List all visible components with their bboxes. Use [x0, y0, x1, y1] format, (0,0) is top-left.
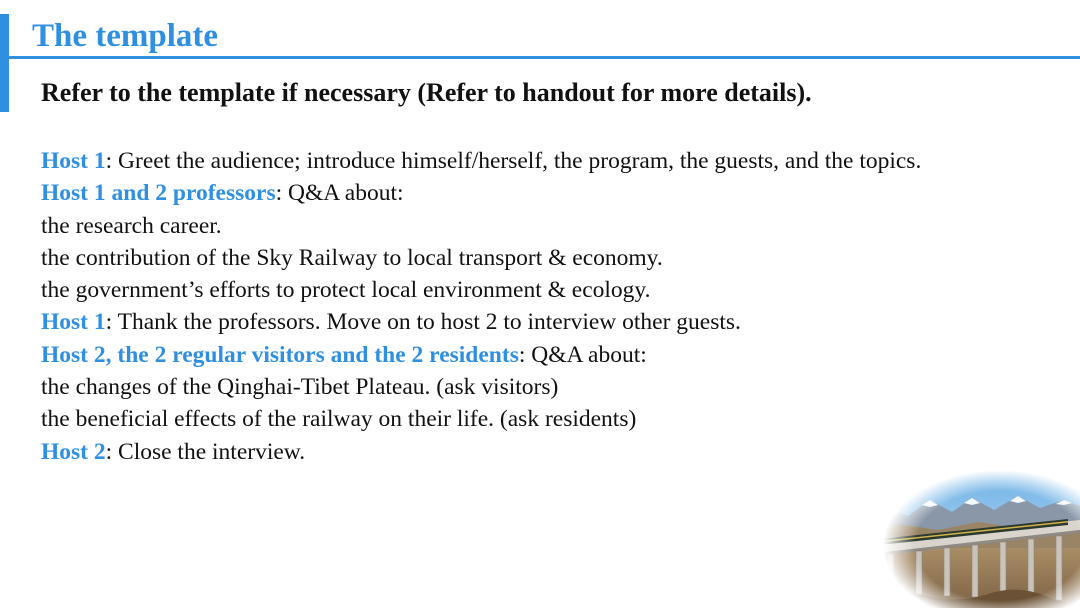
line-text: : Thank the professors. Move on to host 2 to interview other guests. — [105, 309, 741, 336]
page-title: The template — [32, 18, 219, 54]
template-line — [41, 436, 1001, 468]
line-text: the contribution of the Sky Railway to local transport & economy. — [41, 244, 663, 271]
template-line — [41, 242, 1001, 274]
line-text: : Close the interview. — [105, 438, 306, 465]
template-line — [41, 371, 1001, 403]
title-accent-bar — [0, 14, 9, 112]
railway-bridge-icon — [868, 470, 1080, 608]
template-line — [41, 177, 1001, 209]
speaker-label: Host 1 — [41, 148, 106, 174]
line-text: : Q&A about: — [518, 341, 647, 368]
template-line — [41, 210, 1001, 242]
speaker-label: Host 2, the 2 regular visitors and the 2 residents — [41, 341, 519, 368]
instruction-subtitle: Refer to the template if necessary (Refer to handout for more details). — [41, 78, 812, 107]
template-line — [41, 274, 1001, 306]
title-underline — [0, 56, 1080, 59]
line-text: : Greet the audience; introduce himself/herself, the program, the guests, and the topics. — [105, 148, 922, 174]
railway-bridge-illustration — [868, 470, 1080, 608]
line-text: the beneficial effects of the railway on their life. (ask residents) — [41, 406, 637, 433]
line-text: the changes of the Qinghai-Tibet Plateau. (ask visitors) — [41, 374, 559, 401]
speaker-label: Host 1 and 2 professors — [41, 180, 276, 207]
template-line — [41, 403, 1001, 435]
speaker-label: Host 1 — [41, 309, 106, 336]
speaker-label: Host 2 — [41, 438, 106, 465]
template-line — [41, 306, 1001, 338]
line-text: the research career. — [41, 212, 222, 239]
template-body — [41, 145, 1001, 468]
template-line — [41, 145, 1001, 177]
line-text: : Q&A about: — [275, 180, 404, 207]
template-line — [41, 339, 1001, 371]
line-text: the government’s efforts to protect local environment & ecology. — [41, 277, 651, 304]
